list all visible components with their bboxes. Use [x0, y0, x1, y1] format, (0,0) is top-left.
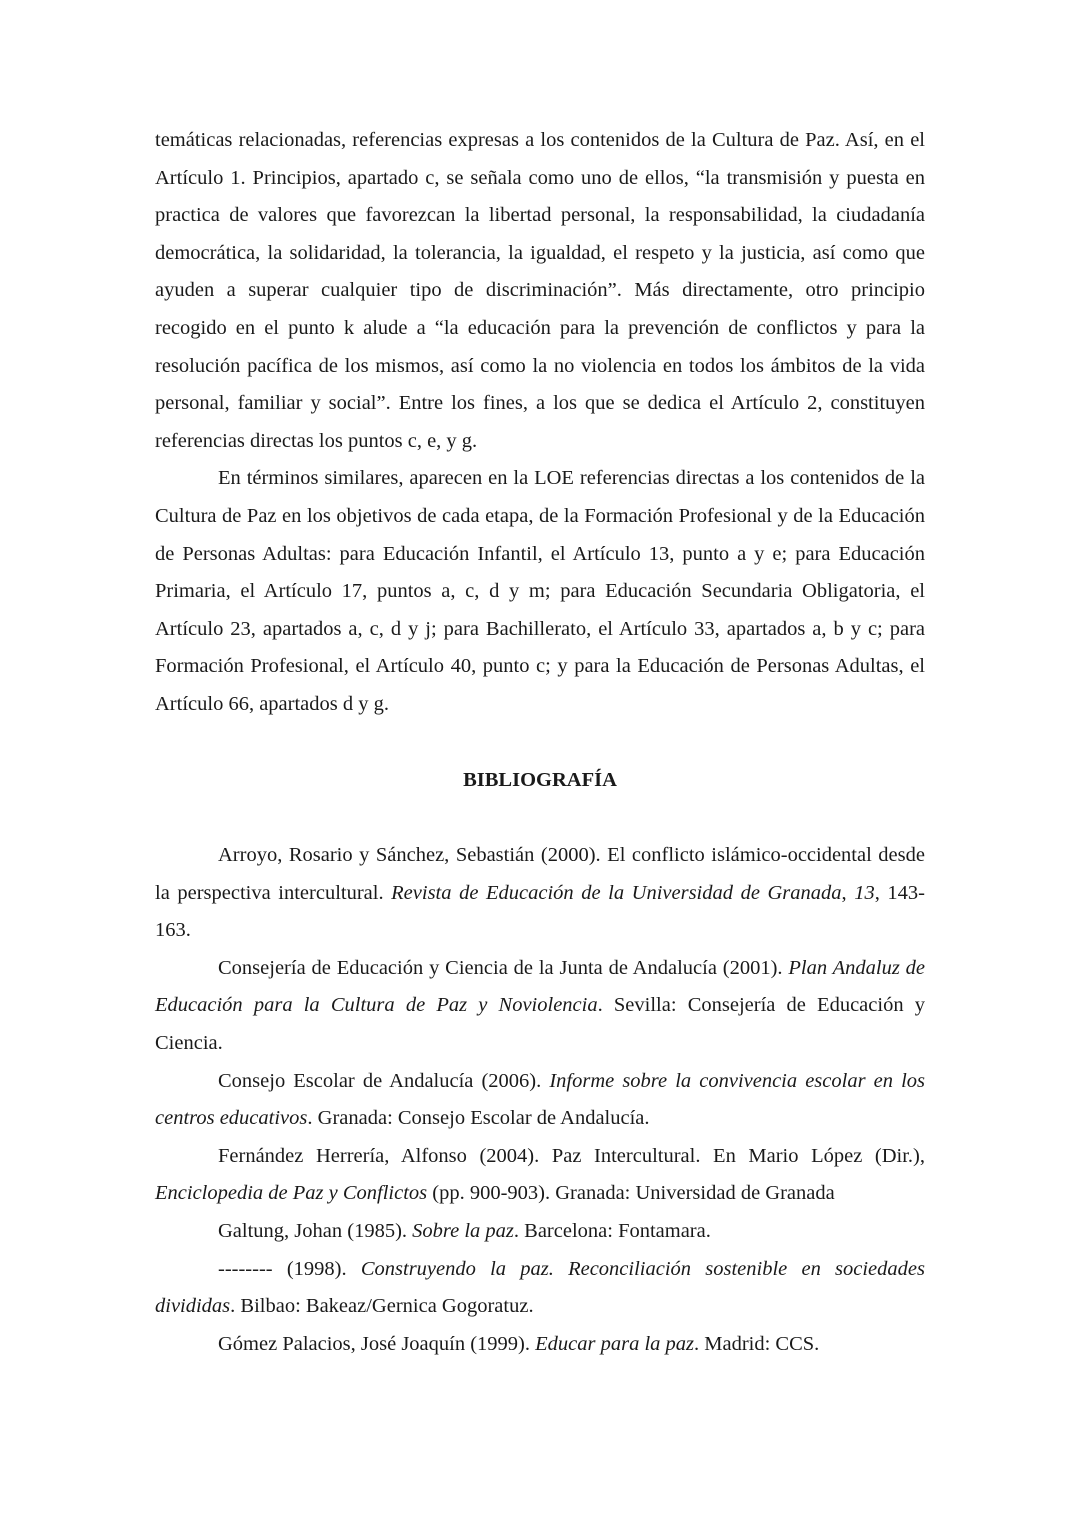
bibliography-entry: Galtung, Johan (1985). Sobre la paz. Barcelona: Fontamara.: [218, 1220, 711, 1243]
bibliography-entry: Gómez Palacios, José Joaquín (1999). Educar para la paz. Madrid: CCS.: [218, 1332, 820, 1355]
bibliography-entry: Fernández Herrería, Alfonso (2004). Paz Intercultural. En Mario López (Dir.), Enciclopedia de Paz y Conflictos (pp. 900-903). Granada: Universidad de Granada: [155, 1144, 925, 1205]
bibliography-entry: Consejería de Educación y Ciencia de la Junta de Andalucía (2001). Plan Andaluz de Educación para la Cultura de Paz y Noviolencia. Sevilla: Consejería de Educación y Ciencia.: [155, 956, 925, 1055]
document-page: [155, 122, 925, 1363]
bibliography-heading: BIBLIOGRAFÍA: [463, 768, 617, 791]
body-paragraph-2: En términos similares, aparecen en la LOE referencias directas a los contenidos de la Cultura de Paz en los objetivos de cada etapa, de la Formación Profesional y de la Educación de Personas Adultas: para Educación Infantil, el Artículo 13, punto a y e; para Educación Primaria, el Artículo 17, puntos a, c, d y m; para Educación Secundaria Obligatoria, el Artículo 23, apartados a, c, d y j; para Bachillerato, el Artículo 33, apartados a, b y c; para Formación Profesional, el Artículo 40, punto c; y para la Educación de Personas Adultas, el Artículo 66, apartados d y g.: [155, 467, 925, 715]
bibliography-entry: Consejo Escolar de Andalucía (2006). Informe sobre la convivencia escolar en los centros educativos. Granada: Consejo Escolar de Andalucía.: [155, 1069, 926, 1130]
bibliography-entry: Arroyo, Rosario y Sánchez, Sebastián (2000). El conflicto islámico-occidental desde la perspectiva intercultural. Revista de Educación de la Universidad de Granada, 13, 143-163.: [155, 844, 926, 942]
bibliography-list: [155, 837, 925, 1363]
body-paragraph-1: temáticas relacionadas, referencias expresas a los contenidos de la Cultura de Paz. Así, en el Artículo 1. Principios, apartado c, se señala como uno de ellos, “la transmisión y puesta en practica de valores que favorezcan la libertad personal, la responsabilidad, la ciudadanía democrática, la solidaridad, la tolerancia, la igualdad, el respeto y la justicia, así como que ayuden a superar cualquier tipo de discriminación”. Más directamente, otro principio recogido en el punto k alude a “la educación para la prevención de conflictos y para la resolución pacífica de los mismos, así como la no violencia en todos los ámbitos de la vida personal, familiar y social”. Entre los fines, a los que se dedica el Artículo 2, constituyen referencias directas los puntos c, e, y g.: [155, 129, 925, 452]
bibliography-entry: -------- (1998). Construyendo la paz. Reconciliación sostenible en sociedades divididas. Bilbao: Bakeaz/Gernica Gogoratuz.: [155, 1257, 925, 1318]
